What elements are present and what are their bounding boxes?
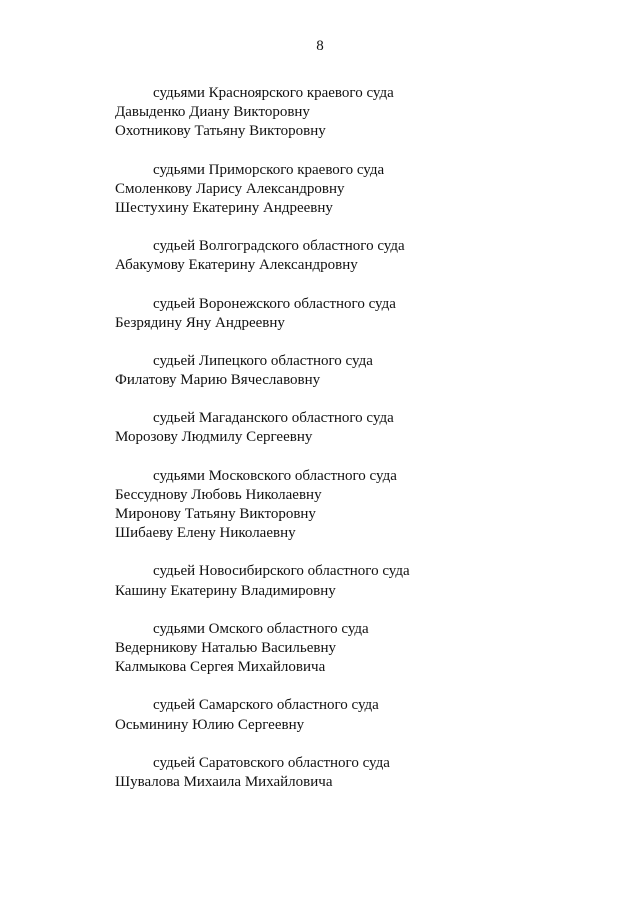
judge-name: Абакумову Екатерину Александровну xyxy=(115,257,358,274)
court-section xyxy=(115,696,575,734)
judge-name: Миронову Татьяну Викторовну xyxy=(115,506,316,522)
judge-name: Морозову Людмилу Сергеевну xyxy=(115,429,313,446)
court-section xyxy=(115,161,575,219)
court-section xyxy=(115,352,575,390)
court-heading: судьей Новосибирского областного суда xyxy=(153,563,410,580)
court-section xyxy=(115,620,575,678)
judge-name: Бессуднову Любовь Николаевну xyxy=(115,486,322,503)
court-section xyxy=(115,409,575,447)
court-heading: судьей Магаданского областного суда xyxy=(153,410,394,427)
judge-name: Шестухину Екатерину Андреевну xyxy=(115,199,333,216)
court-heading: судьей Воронежского областного суда xyxy=(153,295,396,312)
judge-name: Калмыкова Сергея Михайловича xyxy=(115,659,326,676)
page-number: 8 xyxy=(316,38,324,54)
judge-name: Давыденко Диану Викторовну xyxy=(115,104,310,121)
court-section xyxy=(115,562,575,600)
judge-name: Ведерникову Наталью Васильевну xyxy=(115,639,337,656)
court-heading: судьями Омского областного суда xyxy=(153,620,369,637)
judge-name: Безрядину Яну Андреевну xyxy=(115,314,285,331)
judge-name: Кашину Екатерину Владимировну xyxy=(115,582,336,599)
court-section xyxy=(115,237,575,275)
judge-name: Смоленкову Ларису Александровну xyxy=(115,180,345,197)
judge-name: Шувалова Михаила Михайловича xyxy=(115,773,333,790)
court-section xyxy=(115,295,575,333)
court-section xyxy=(115,467,575,544)
court-heading: судьей Волгоградского областного суда xyxy=(153,238,405,255)
court-heading: судьей Самарского областного суда xyxy=(153,697,379,714)
court-heading: судьями Красноярского краевого суда xyxy=(153,85,394,101)
judge-name: Шибаеву Елену Николаевну xyxy=(115,525,296,542)
judge-name: Осьминину Юлию Сергеевну xyxy=(115,716,305,733)
court-section xyxy=(115,84,575,142)
document-body xyxy=(115,84,575,811)
court-heading: судьями Московского областного суда xyxy=(153,467,397,484)
court-heading: судьей Липецкого областного суда xyxy=(153,352,373,369)
court-section xyxy=(115,754,575,792)
court-heading: судьей Саратовского областного суда xyxy=(153,754,390,771)
judge-name: Охотникову Татьяну Викторовну xyxy=(115,123,326,140)
judge-name: Филатову Марию Вячеславовну xyxy=(115,372,321,389)
court-heading: судьями Приморского краевого суда xyxy=(153,161,385,178)
